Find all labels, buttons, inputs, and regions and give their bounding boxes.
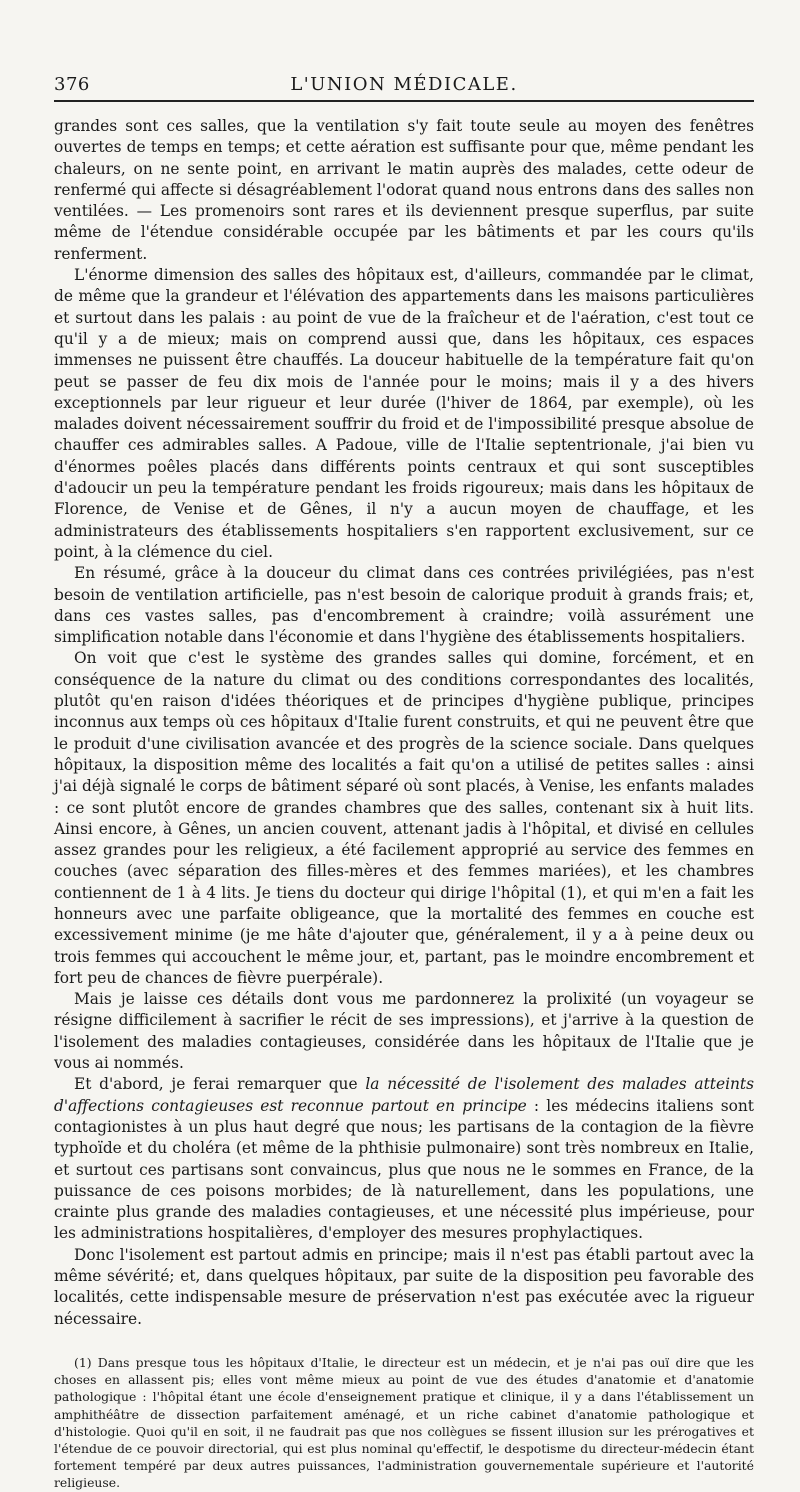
paragraph: En résumé, grâce à la douceur du climat dans ces contrées privilégiées, pas n'est besoin de ventilation artificielle, pas n'est besoin de calorique produit à grands frais; et, dans ces vastes salles, pas d'encombrement à craindre; voilà assurément une simplification notable dans l'économie et dans l'hygiène des établissements hospitaliers. [54, 564, 754, 647]
footnote: (1) Dans presque tous les hôpitaux d'Italie, le directeur est un médecin, et je n'ai pas ouï dire que les choses en allassent pis; elles vont même mieux au point de vue des études d'anatomie et d'anatomie pathologique : l'hôpital étant une école d'enseignement pratique et clinique, il y a dans l'établissement un amphithéâtre de dissection parfaitement aménagé, et un riche cabinet d'anatomie pathologique et d'histologie. Quoi qu'il en soit, il ne faudrait pas que nos collègues se fissent illusion sur les prérogatives et l'étendue de ce pouvoir directorial, qui est plus nominal qu'effectif, le despotisme du directeur-médecin étant fortement tempéré par deux autres puissances, l'administration gouvernementale supérieure et l'autorité religieuse. [54, 1354, 754, 1491]
paragraph: Donc l'isolement est partout admis en principe; mais il n'est pas établi partout avec la même sévérité; et, dans quelques hôpitaux, par suite de la disposition peu favorable des localités, cette indispensable mesure de préservation n'est pas exécutée avec la rigueur nécessaire. [54, 1245, 754, 1328]
paragraph-text: Et d'abord, je ferai remarquer que [74, 1075, 366, 1094]
article-body [54, 116, 754, 1330]
paragraph: L'énorme dimension des salles des hôpitaux est, d'ailleurs, commandée par le climat, de même que la grandeur et l'élévation des appartements dans les maisons particulières et surtout dans les palais : au point de vue de la fraîcheur et de l'aération, c'est tout ce qu'il y a de mieux; mais on comprend aussi que, dans les hôpitaux, ces espaces immenses ne puissent être chauffés. La douceur habituelle de la température fait qu'on peut se passer de feu dix mois de l'année pour le moins; mais il y a des hivers exceptionnels par leur rigueur et leur durée (l'hiver de 1864, par exemple), où les malades doivent nécessairement souffrir du froid et de l'impossibilité presque absolue de chauffer ces admirables salles. A Padoue, ville de l'Italie septentrionale, j'ai bien vu d'énormes poêles placés dans différents points centraux et qui sont susceptibles d'adoucir un peu la température pendant les froids rigoureux; mais dans les hôpitaux de Florence, de Venise et de Gênes, il n'y a aucun moyen de chauffage, et les administrateurs des établissements hospitaliers s'en rapportent exclusivement, sur ce point, à la clémence du ciel. [54, 266, 754, 561]
page-number: 376 [54, 74, 90, 95]
running-title: L'UNION MÉDICALE. [290, 74, 518, 95]
paragraph: grandes sont ces salles, que la ventilation s'y fait toute seule au moyen des fenêtres ouvertes de temps en temps; et cette aération est suffisante pour que, même pendant les chaleurs, on ne sente point, en arrivant le matin auprès des malades, cette odeur de renfermé qui affecte si désagréablement l'odorat quand nous entrons dans des salles non ventilées. — Les promenoirs sont rares et ils deviennent presque superflus, par suite même de l'étendue considérable occupée par les bâtiments et par les cours qu'ils renferment. [54, 117, 754, 263]
paragraph-text: : les médecins italiens sont contagionistes à un plus haut degré que nous; les partisans de la contagion de la fièvre typhoïde et du choléra (et même de la phthisie pulmonaire) sont très nombreux en Italie, et surtout ces partisans sont convaincus, plus que nous ne le sommes en France, de la puissance de ces poisons morbides; de là naturellement, dans les populations, une crainte plus grande des maladies contagieuses, et une nécessité plus impérieuse, pour les administrations hospitalières, d'employer des mesures prophylactiques. [54, 1096, 754, 1243]
page-header [54, 70, 754, 102]
italic-emphasis: la nécessité de l'isolement des malades atteints d'affections contagieuses est reconnue partout en principe [54, 1075, 754, 1115]
paragraph [54, 1074, 754, 1244]
paragraph: On voit que c'est le système des grandes salles qui domine, forcément, et en conséquence de la nature du climat ou des conditions correspondantes des localités, plutôt qu'en raison d'idées théoriques et de principes d'hygiène publique, principes inconnus aux temps où ces hôpitaux d'Italie furent construits, et qui ne peuvent être que le produit d'une civilisation avancée et des progrès de la science sociale. Dans quelques hôpitaux, la disposition même des localités a fait qu'on a utilisé de petites salles : ainsi j'ai déjà signalé le corps de bâtiment séparé où sont placés, à Venise, les enfants malades : ce sont plutôt encore de grandes chambres que des salles, contenant six à huit lits. Ainsi encore, à Gênes, un ancien couvent, attenant jadis à l'hôpital, et divisé en cellules assez grandes pour les religieux, a été facilement approprié au service des femmes en couches (avec séparation des filles-mères et des femmes mariées), et les chambres contiennent de 1 à 4 lits. Je tiens du docteur qui dirige l'hôpital (1), et qui m'en a fait les honneurs avec une parfaite obligeance, que la mortalité des femmes en couche est excessivement minime (je me hâte d'ajouter que, généralement, il y a à peine deux ou trois femmes qui accouchent le même jour, et, partant, pas le moindre encombrement et fort peu de chances de fièvre puerpérale). [54, 649, 754, 987]
paragraph: Mais je laisse ces détails dont vous me pardonnerez la prolixité (un voyageur se résigne difficilement à sacrifier le récit de ses impressions), et j'arrive à la question de l'isolement des maladies contagieuses, considérée dans les hôpitaux de l'Italie que je vous ai nommés. [54, 990, 754, 1073]
